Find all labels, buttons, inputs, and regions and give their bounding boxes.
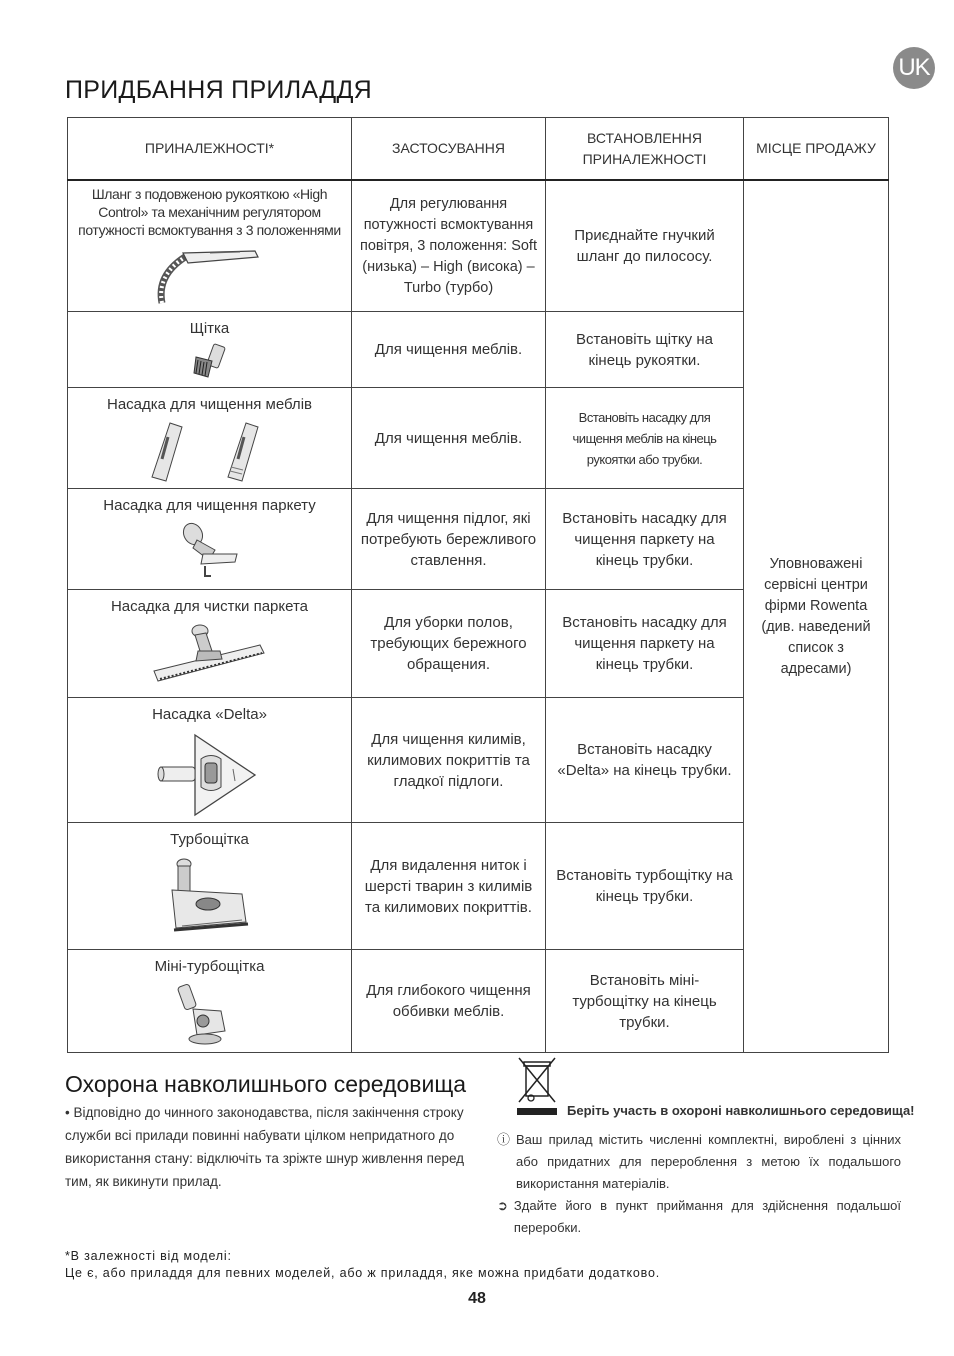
use-cell: Для уборки полов, требующих бережного обращения. xyxy=(352,590,546,698)
mini-turbo-brush-icon xyxy=(76,981,343,1047)
use-cell: Для чищення меблів. xyxy=(352,312,546,388)
info-text: Ваш прилад містить численні комплектні, вироблені з цінних або придатних для перероблення з метою їх подальшого використання матеріалів. xyxy=(516,1132,901,1191)
brush-icon xyxy=(76,343,343,379)
use-cell: Для глибокого чищення оббивки меблів. xyxy=(352,950,546,1053)
parquet-brush-icon xyxy=(76,621,343,687)
accessory-name-cell xyxy=(68,823,352,950)
table-row xyxy=(68,180,889,312)
environment-slogan: Беріть участь в охороні навколишнього середовища! xyxy=(567,1103,915,1118)
header-accessories: ПРИНАЛЕЖНОСТІ* xyxy=(68,118,352,181)
footnote-line-1: *В залежності від моделі: xyxy=(65,1249,232,1263)
accessory-name: Насадка для чищення меблів xyxy=(107,396,312,413)
footnote-line-2: Це є, або приладдя для певних моделей, або ж приладдя, яке можна придбати додатково. xyxy=(65,1266,660,1280)
accessory-name: Насадка для чистки паркета xyxy=(110,598,309,615)
action-text: Здайте його в пункт приймання для здійснення подальшої переробки. xyxy=(513,1198,901,1235)
accessory-name-cell xyxy=(68,698,352,823)
environment-title: Охорона навколишнього середовища xyxy=(65,1071,467,1097)
install-cell: Встановіть насадку для чищення меблів на кінець рукоятки або трубки. xyxy=(546,388,744,489)
accessory-name: Міні-турбощітка xyxy=(154,958,265,975)
footnote xyxy=(65,1248,660,1282)
use-cell: Для видалення ниток і шерсті тварин з килимів та килимових покриттів. xyxy=(352,823,546,950)
accessory-name: Щітка xyxy=(189,320,230,337)
accessory-name-cell xyxy=(68,312,352,388)
header-place-of-sale: МІСЦЕ ПРОДАЖУ xyxy=(744,118,889,181)
install-cell: Встановіть щітку на кінець рукоятки. xyxy=(546,312,744,388)
recycling-info xyxy=(497,1129,901,1239)
environment-text: • Відповідно до чинного законодавства, після закінчення строку служби всі прилади повинні набувати цілком непридатного до використання стану: відключіть та зріжте шнур живлення перед тим, як викинути прилад. xyxy=(65,1105,465,1189)
accessory-name-cell xyxy=(68,590,352,698)
accessory-name-cell xyxy=(68,388,352,489)
page-number: 48 xyxy=(468,1290,486,1307)
table-header-row xyxy=(68,118,889,181)
header-install: ВСТАНОВЛЕННЯ ПРИНАЛЕЖНОСТІ xyxy=(546,118,744,181)
accessory-name: Насадка «Delta» xyxy=(152,706,267,723)
install-cell: Встановіть насадку для чищення паркету на кінець трубки. xyxy=(546,489,744,590)
install-cell: Встановіть турбощітку на кінець трубки. xyxy=(546,823,744,950)
hose-icon xyxy=(72,243,347,307)
install-cell: Встановіть насадку «Delta» на кінець трубки. xyxy=(546,698,744,823)
use-cell: Для чищення килимів, килимових покриттів та гладкої підлоги. xyxy=(352,698,546,823)
bin-underline xyxy=(517,1108,557,1115)
info-icon: ⓘ xyxy=(497,1132,511,1147)
use-cell: Для чищення підлог, які потребують бережливого ставлення. xyxy=(352,489,546,590)
accessory-name: Шланг з подовженою рукояткою «High Control» та механічним регулятором потужності всмоктування з 3 положеннями xyxy=(78,186,341,238)
use-cell: Для регулювання потужності всмоктування повітря, 3 положення: Soft (низька) – High (висока) – Turbo (турбо) xyxy=(352,180,546,312)
language-badge: UK xyxy=(893,47,935,89)
arrow-right-icon: ➲ xyxy=(497,1198,508,1213)
crossed-bin-icon xyxy=(516,1056,558,1111)
install-cell: Приєднайте гнучкий шланг до пилососу. xyxy=(546,180,744,312)
furniture-nozzle-icon xyxy=(76,419,343,485)
accessory-name-cell xyxy=(68,180,352,312)
delta-nozzle-icon xyxy=(76,729,343,819)
parquet-nozzle-icon xyxy=(76,520,343,580)
page-title: ПРИДБАННЯ ПРИЛАДДЯ xyxy=(65,76,373,104)
accessory-name: Насадка для чищення паркету xyxy=(103,497,316,514)
use-cell: Для чищення меблів. xyxy=(352,388,546,489)
install-cell: Встановіть міні-турбощітку на кінець трубки. xyxy=(546,950,744,1053)
accessory-name: Турбощітка xyxy=(170,831,249,848)
turbo-brush-icon xyxy=(76,854,343,944)
install-cell: Встановіть насадку для чищення паркету на кінець трубки. xyxy=(546,590,744,698)
accessory-name-cell xyxy=(68,950,352,1053)
accessory-name-cell xyxy=(68,489,352,590)
place-of-sale-cell: Уповноважені сервісні центри фірми Rowenta (див. наведений список з адресами) xyxy=(744,180,889,1053)
header-use: ЗАСТОСУВАННЯ xyxy=(352,118,546,181)
accessories-table xyxy=(67,117,889,1053)
